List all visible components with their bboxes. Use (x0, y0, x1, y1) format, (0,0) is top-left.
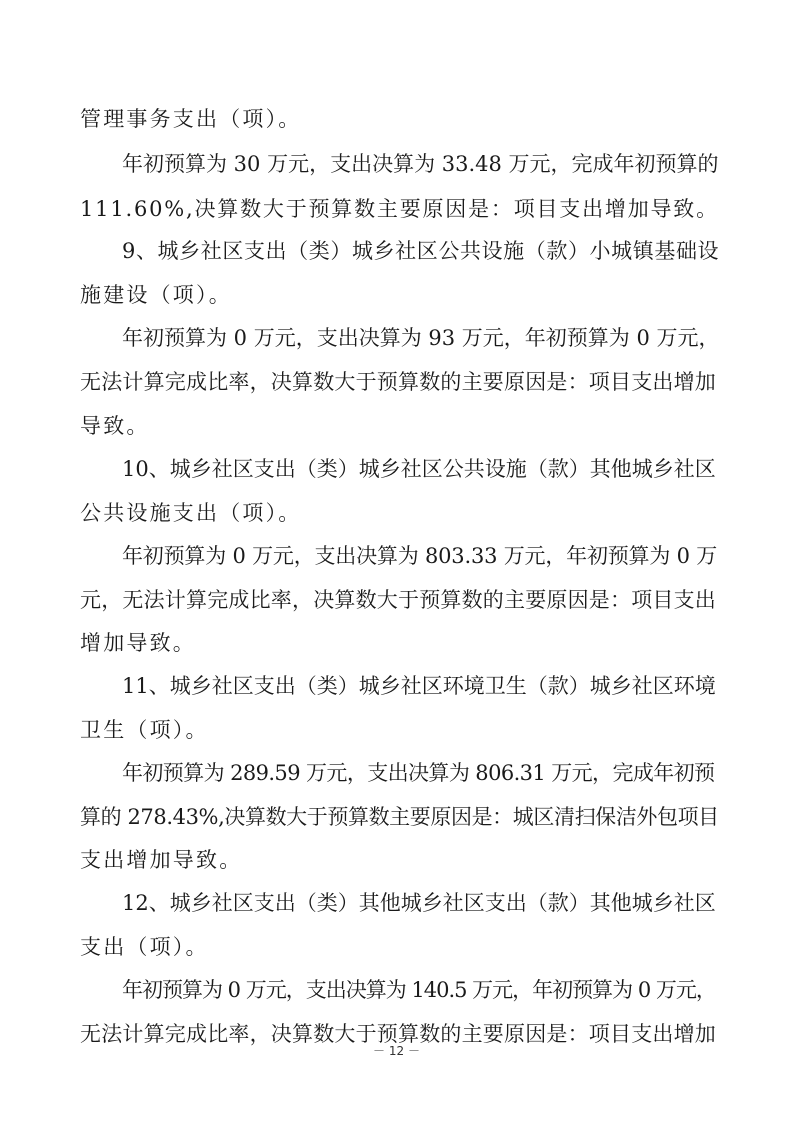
text-line: 算的 278.43%,决算数大于预算数主要原因是：城区清扫保洁外包项目 (80, 805, 719, 829)
text-line: 无法计算完成比率，决算数大于预算数的主要原因是：项目支出增加 (80, 1022, 716, 1046)
section-heading-10: 10、城乡社区支出（类）城乡社区公共设施（款）其他城乡社区 (122, 457, 716, 481)
text-line: 元，无法计算完成比率，决算数大于预算数的主要原因是：项目支出 (80, 588, 716, 612)
text-line: 年初预算为 0 万元，支出决算为 93 万元，年初预算为 0 万元， (122, 326, 720, 350)
text-line: 增加导致。 (80, 631, 196, 655)
section-heading-9: 9、城乡社区支出（类）城乡社区公共设施（款）小城镇基础设 (122, 239, 720, 263)
text-line: 导致。 (80, 414, 150, 438)
text-line: 年初预算为 0 万元，支出决算为 803.33 万元，年初预算为 0 万 (122, 544, 718, 568)
text-line: 支出增加导致。 (80, 848, 243, 872)
section-heading-11: 11、城乡社区支出（类）城乡社区环境卫生（款）城乡社区环境 (122, 674, 716, 698)
text-line: 公共设施支出（项）。 (80, 501, 302, 525)
text-line: 施建设（项）。 (80, 283, 232, 307)
page-number: － 12 － (373, 1044, 420, 1058)
text-line: 年初预算为 289.59 万元，支出决算为 806.31 万元，完成年初预 (122, 761, 715, 785)
text-line: 管理事务支出（项）。 (80, 107, 302, 131)
text-line: 111.60%,决算数大于预算数主要原因是：项目支出增加导致。 (80, 197, 719, 221)
text-line: 年初预算为 0 万元，支出决算为 140.5 万元，年初预算为 0 万元， (122, 978, 716, 1002)
text-line: 无法计算完成比率，决算数大于预算数的主要原因是：项目支出增加 (80, 370, 716, 394)
section-heading-12: 12、城乡社区支出（类）其他城乡社区支出（款）其他城乡社区 (122, 891, 716, 915)
text-line: 卫生（项）。 (80, 718, 209, 742)
text-line: 支出（项）。 (80, 935, 209, 959)
text-line: 年初预算为 30 万元，支出决算为 33.48 万元，完成年初预算的 (122, 152, 719, 176)
